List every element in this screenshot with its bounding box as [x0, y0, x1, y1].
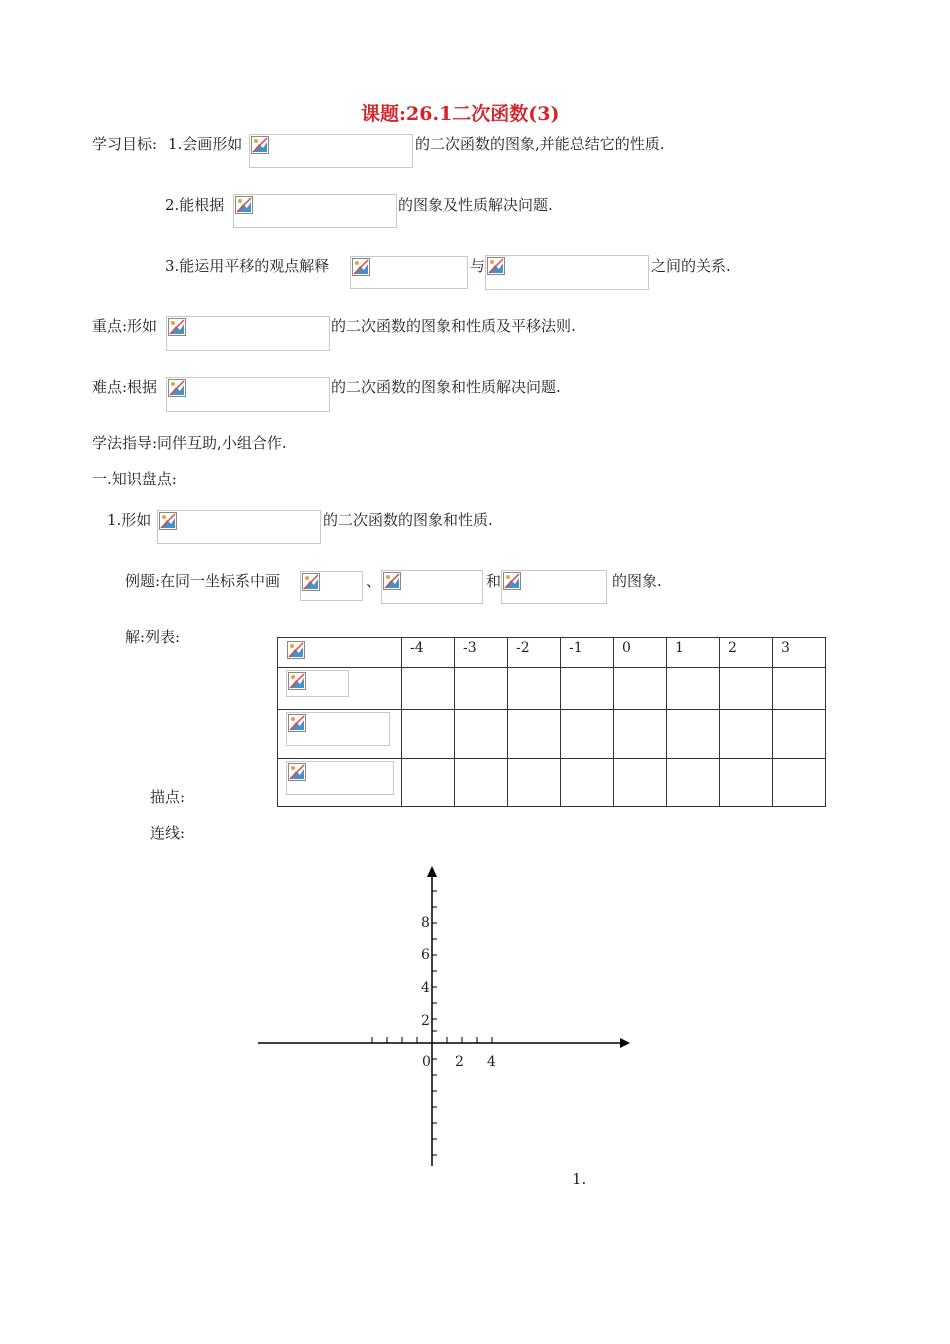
- broken-image-icon: [302, 573, 320, 591]
- broken-image-icon: [159, 512, 177, 530]
- table-cell[interactable]: [508, 668, 561, 710]
- y-tick-label: 4: [421, 980, 430, 996]
- formula-image-placeholder: [350, 256, 468, 289]
- table-cell[interactable]: [773, 668, 826, 710]
- table-header-cell: -1: [561, 638, 614, 668]
- formula-image-placeholder: [157, 510, 321, 544]
- formula-image-placeholder: [166, 377, 330, 412]
- broken-image-icon: [288, 763, 306, 781]
- table-cell[interactable]: [720, 710, 773, 759]
- table-cell[interactable]: [614, 668, 667, 710]
- connect-line-label: 连线:: [150, 824, 186, 842]
- table-cell[interactable]: [773, 759, 826, 807]
- table-cell[interactable]: [402, 759, 455, 807]
- broken-image-icon: [168, 318, 186, 336]
- table-cell[interactable]: [455, 710, 508, 759]
- table-cell[interactable]: [614, 710, 667, 759]
- formula-image-placeholder: [381, 570, 483, 604]
- objectives-label: 学习目标:: [92, 135, 158, 153]
- broken-image-icon: [287, 641, 305, 659]
- section-heading: 一.知识盘点:: [92, 470, 177, 488]
- example-and: 和: [486, 572, 502, 590]
- table-row: [278, 710, 826, 759]
- table-cell[interactable]: [667, 668, 720, 710]
- broken-image-icon: [503, 572, 521, 590]
- formula-image-placeholder: [233, 194, 397, 228]
- broken-image-icon: [383, 572, 401, 590]
- table-row-label-cell: [278, 759, 402, 807]
- objective-1-suffix: 的二次函数的图象,并能总结它的性质.: [415, 135, 665, 153]
- page-title: 课题:26.1二次函数(3): [361, 103, 560, 125]
- difficulty-prefix: 难点:根据: [92, 378, 158, 396]
- table-cell[interactable]: [508, 710, 561, 759]
- table-header-cell: -3: [455, 638, 508, 668]
- broken-image-icon: [251, 136, 269, 154]
- point-1-suffix: 的二次函数的图象和性质.: [323, 511, 493, 529]
- x-tick-label: 2: [455, 1054, 464, 1070]
- y-tick-label: 8: [421, 915, 430, 931]
- objective-3-suffix: 之间的关系.: [651, 257, 731, 275]
- table-header-cell: 3: [773, 638, 826, 668]
- formula-image-placeholder: [286, 712, 390, 746]
- table-header-cell: -2: [508, 638, 561, 668]
- table-cell[interactable]: [667, 759, 720, 807]
- objective-3-mid: 与: [470, 257, 486, 275]
- table-header-cell: 1: [667, 638, 720, 668]
- table-header-cell: 2: [720, 638, 773, 668]
- formula-image-placeholder: [249, 134, 413, 168]
- value-table: [277, 637, 826, 807]
- table-header-cell: -4: [402, 638, 455, 668]
- table-cell[interactable]: [455, 668, 508, 710]
- broken-image-icon: [288, 714, 306, 732]
- broken-image-icon: [487, 257, 505, 275]
- difficulty-suffix: 的二次函数的图象和性质解决问题.: [331, 378, 561, 396]
- example-separator: 、: [366, 572, 382, 590]
- objective-1-prefix: 1.会画形如: [168, 135, 243, 153]
- objective-2-prefix: 2.能根据: [165, 196, 225, 214]
- table-cell[interactable]: [561, 710, 614, 759]
- y-axis-arrow-icon: [427, 866, 437, 877]
- origin-label: 0: [422, 1054, 431, 1070]
- table-row-label-cell: [278, 668, 402, 710]
- key-point-prefix: 重点:形如: [92, 317, 158, 335]
- table-header-x-cell: [278, 638, 402, 668]
- y-tick-label: 2: [421, 1013, 430, 1029]
- table-cell[interactable]: [773, 710, 826, 759]
- plot-points-label: 描点:: [150, 788, 186, 806]
- broken-image-icon: [352, 258, 370, 276]
- table-cell[interactable]: [402, 710, 455, 759]
- table-cell[interactable]: [455, 759, 508, 807]
- table-cell[interactable]: [561, 759, 614, 807]
- table-cell[interactable]: [720, 668, 773, 710]
- study-guidance: 学法指导:同伴互助,小组合作.: [92, 434, 287, 452]
- formula-image-placeholder: [300, 571, 363, 601]
- table-cell[interactable]: [720, 759, 773, 807]
- formula-image-placeholder: [286, 761, 394, 795]
- table-cell[interactable]: [614, 759, 667, 807]
- x-tick-label: 4: [487, 1054, 496, 1070]
- broken-image-icon: [235, 196, 253, 214]
- y-tick-label: 6: [421, 947, 430, 963]
- key-point-suffix: 的二次函数的图象和性质及平移法则.: [331, 317, 576, 335]
- table-cell[interactable]: [402, 668, 455, 710]
- point-1-prefix: 1.形如: [107, 511, 152, 529]
- example-suffix: 的图象.: [612, 572, 662, 590]
- solution-label: 解:列表:: [125, 628, 181, 646]
- formula-image-placeholder: [485, 255, 649, 290]
- page-number: 1.: [572, 1170, 587, 1188]
- formula-image-placeholder: [286, 670, 349, 697]
- table-cell[interactable]: [667, 710, 720, 759]
- formula-image-placeholder: [501, 570, 607, 604]
- formula-image-placeholder: [166, 316, 330, 351]
- table-row: [278, 668, 826, 710]
- table-cell[interactable]: [561, 668, 614, 710]
- objective-3-prefix: 3.能运用平移的观点解释: [165, 257, 330, 275]
- broken-image-icon: [288, 672, 306, 690]
- table-cell[interactable]: [508, 759, 561, 807]
- x-axis-arrow-icon: [620, 1038, 630, 1048]
- example-prefix: 例题:在同一坐标系中画: [125, 572, 281, 590]
- objective-2-suffix: 的图象及性质解决问题.: [398, 196, 553, 214]
- table-row-label-cell: [278, 710, 402, 759]
- table-header-cell: 0: [614, 638, 667, 668]
- broken-image-icon: [168, 379, 186, 397]
- table-row: [278, 759, 826, 807]
